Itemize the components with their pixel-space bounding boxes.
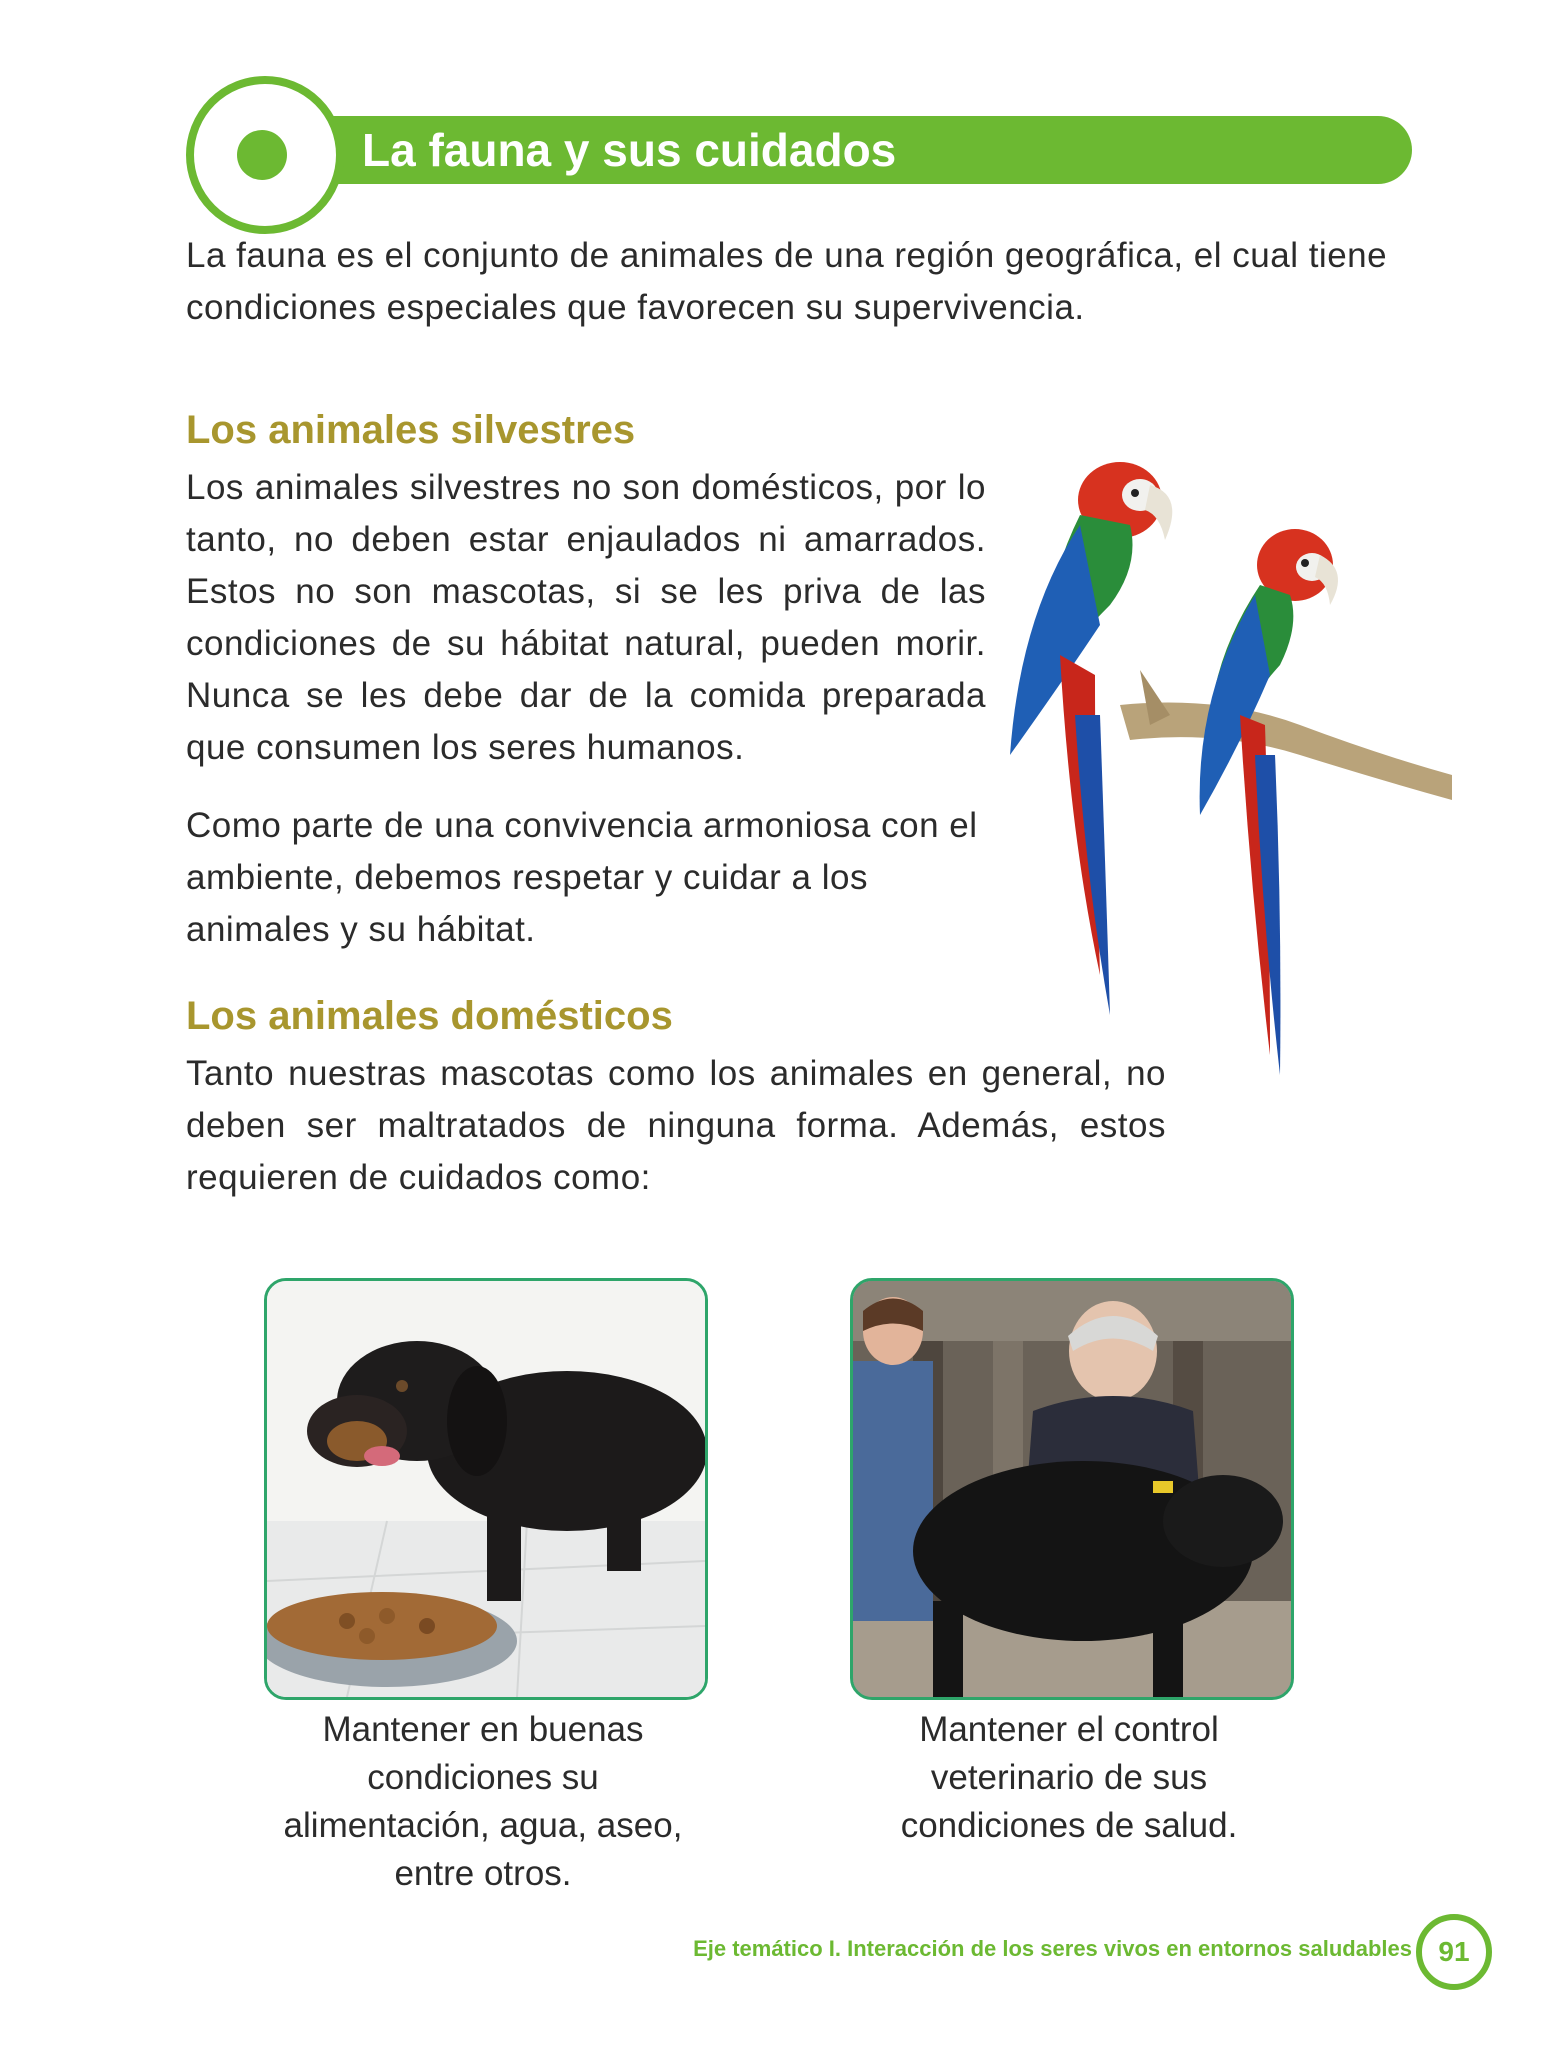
title-dot-icon (237, 130, 287, 180)
card-caption-2: Mantener el control veterinario de sus condiciones de salud. (900, 1710, 1238, 1845)
page-title: La fauna y sus cuidados (362, 124, 897, 176)
section-heading-silvestres: Los animales silvestres (186, 408, 636, 452)
dog-eating-image (267, 1281, 705, 1697)
intro-paragraph: La fauna es el conjunto de animales de una región geográfica, el cual tiene condiciones especiales que favorecen su supervivencia. (186, 236, 1388, 327)
page-number: 91 (1416, 1914, 1492, 1990)
parrot-right (1200, 529, 1338, 1075)
domesticos-paragraph: Tanto nuestras mascotas como los animales en general, no deben ser maltratados de ninguna forma. Además, estos requieren de cuidados como: (186, 1054, 1166, 1197)
parrots-image (1000, 455, 1452, 1085)
card-caption-1: Mantener en buenas condiciones su alimentación, agua, aseo, entre otros. (283, 1710, 683, 1893)
parrot-left (1010, 462, 1172, 1015)
silvestres-paragraph-2: Como parte de una convivencia armoniosa con el ambiente, debemos respetar y cuidar a los animales y su hábitat. (186, 806, 978, 949)
footer-theme-text: Eje temático I. Interacción de los seres vivos en entornos saludables (693, 1936, 1412, 1961)
silvestres-paragraph-1: Los animales silvestres no son domésticos, por lo tanto, no deben estar enjaulados ni amarrados. Estos no son mascotas, si se les priva de las condiciones de su hábitat natural, pueden morir. Nunca se les debe dar de la comida preparada que consumen los seres humanos. (186, 468, 986, 767)
section-heading-domesticos: Los animales domésticos (186, 994, 673, 1038)
vet-calf-photo (850, 1278, 1294, 1700)
vet-calf-image (853, 1281, 1291, 1697)
dog-eating-photo (264, 1278, 708, 1700)
